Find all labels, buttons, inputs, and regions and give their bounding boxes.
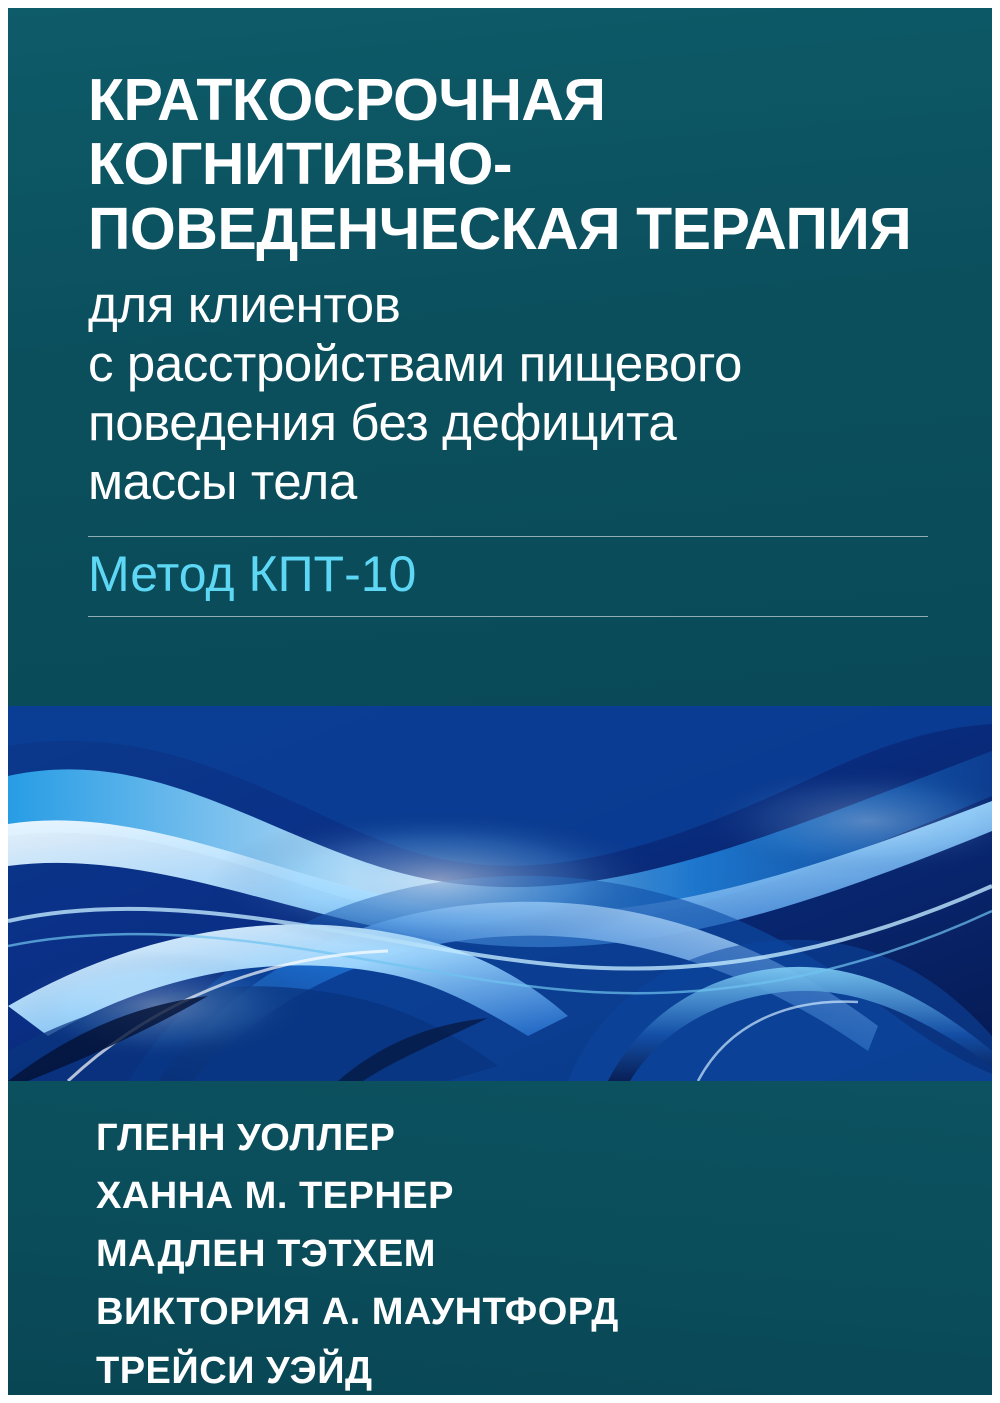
abstract-swirl-graphic (8, 706, 992, 1081)
author-name: МАДЛЕН ТЭТХЕМ (96, 1233, 436, 1276)
title-line-1: КРАТКОСРОЧНАЯ (88, 67, 606, 133)
subtitle-line-1: для клиентов (88, 275, 401, 333)
subtitle-line-4: массы тела (88, 453, 357, 511)
title-block (88, 68, 928, 617)
author-name: ВИКТОРИЯ А. МАУНТФОРД (96, 1291, 619, 1334)
subtitle-line-3: поведения без дефицита (88, 394, 677, 452)
title-line-2: КОГНИТИВНО- (88, 131, 513, 198)
author-name: ГЛЕНН УОЛЛЕР (96, 1117, 396, 1159)
authors-panel (8, 1081, 992, 1395)
page-title (88, 68, 928, 261)
cover-page (8, 8, 992, 1395)
divider-bottom (88, 616, 928, 617)
author-name: ТРЕЙСИ УЭЙД (96, 1349, 373, 1392)
title-line-3: ПОВЕДЕНЧЕСКАЯ ТЕРАПИЯ (88, 195, 912, 262)
cover-artwork (8, 706, 992, 1081)
method-label: Метод КПТ-10 (88, 545, 417, 602)
subtitle (88, 275, 928, 512)
divider-top (88, 536, 928, 537)
subtitle-line-2: с расстройствами пищевого (88, 335, 743, 393)
author-name: ХАННА М. ТЕРНЕР (96, 1175, 454, 1218)
title-panel (8, 8, 992, 706)
authors-list (96, 1109, 916, 1395)
